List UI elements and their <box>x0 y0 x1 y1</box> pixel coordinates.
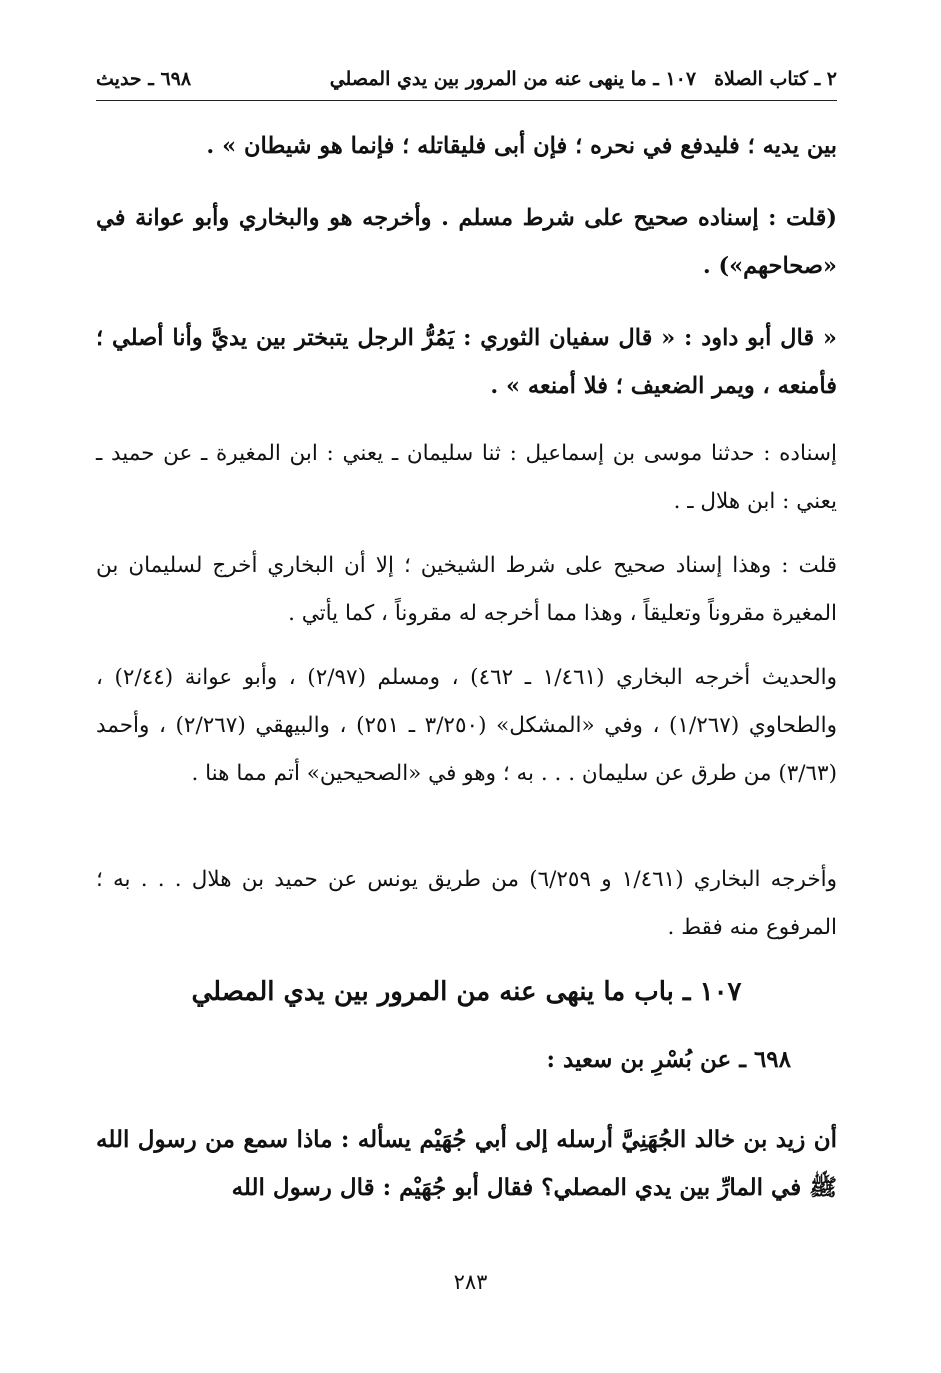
running-header <box>96 66 837 98</box>
header-rule <box>96 100 837 101</box>
hadith-heading <box>96 1036 837 1084</box>
paragraph-isnad: إسناده : حدثنا موسى بن إسماعيل : ثنا سليمان ـ يعني : ابن المغيرة ـ عن حميد ـ يعني : ابن هلال ـ . <box>96 441 837 514</box>
hadith-text: أن زيد بن خالد الجُهَنِيَّ أرسله إلى أبي جُهَيْم يسأله : ماذا سمع من رسول الله ﷺ في المارِّ بين يدي المصلي؟ فقال أبو جُهَيْم : قال رسول الله <box>96 1126 837 1201</box>
header-hadith-ref: ٦٩٨ ـ حديث <box>96 68 192 90</box>
header-chapter-section <box>330 68 837 90</box>
paragraph-note-sahih: (قلت : إسناده صحيح على شرط مسلم . وأخرجه هو والبخاري وأبو عوانة في «صحاحهم») . <box>96 205 837 279</box>
paragraph-takhrij-2: وأخرجه البخاري (١/٤٦١ و ٦/٢٥٩) من طريق يونس عن حميد بن هلال . . . به ؛ المرفوع منه فقط . <box>96 867 837 940</box>
paragraph-isnad-comment: قلت : وهذا إسناد صحيح على شرط الشيخين ؛ إلا أن البخاري أخرج لسليمان بن المغيرة مقروناً وتعليقاً ، وهذا مما أخرجه له مقروناً ، كما يأتي . <box>96 553 837 626</box>
page-number: ٢٨٣ <box>453 1270 488 1294</box>
paragraph-hadith-end: بين يديه ؛ فليدفع في نحره ؛ فإن أبى فليقاتله ؛ فإنما هو شيطان » . <box>206 133 837 159</box>
hadith-heading-text: ٦٩٨ ـ عن بُسْرِ بن سعيد : <box>546 1046 791 1073</box>
section-title: ١٠٧ ـ باب ما ينهى عنه من المرور بين يدي المصلي <box>191 977 742 1007</box>
paragraph-takhrij: والحديث أخرجه البخاري (١/٤٦١ ـ ٤٦٢) ، ومسلم (٢/٩٧) ، وأبو عوانة (٢/٤٤) ، والطحاوي (١/٢٦٧) ، وفي «المشكل» (٣/٢٥٠ ـ ٢٥١) ، والبيهقي (٢/٢٦٧) ، وأحمد (٣/٦٣) من طرق عن سليمان . . . به ؛ وهو في «الصحيحين» أتم مما هنا . <box>96 665 838 786</box>
header-chapter: ٢ ـ كتاب الصلاة <box>714 68 837 90</box>
paragraph-abu-dawud-quote: « قال أبو داود : « قال سفيان الثوري : يَمُرُّ الرجل يتبختر بين يديَّ وأنا أصلي ؛ فأمنعه ، ويمر الضعيف ؛ فلا أمنعه » . <box>96 325 837 399</box>
header-section: ١٠٧ ـ ما ينهى عنه من المرور بين يدي المصلي <box>329 68 697 90</box>
